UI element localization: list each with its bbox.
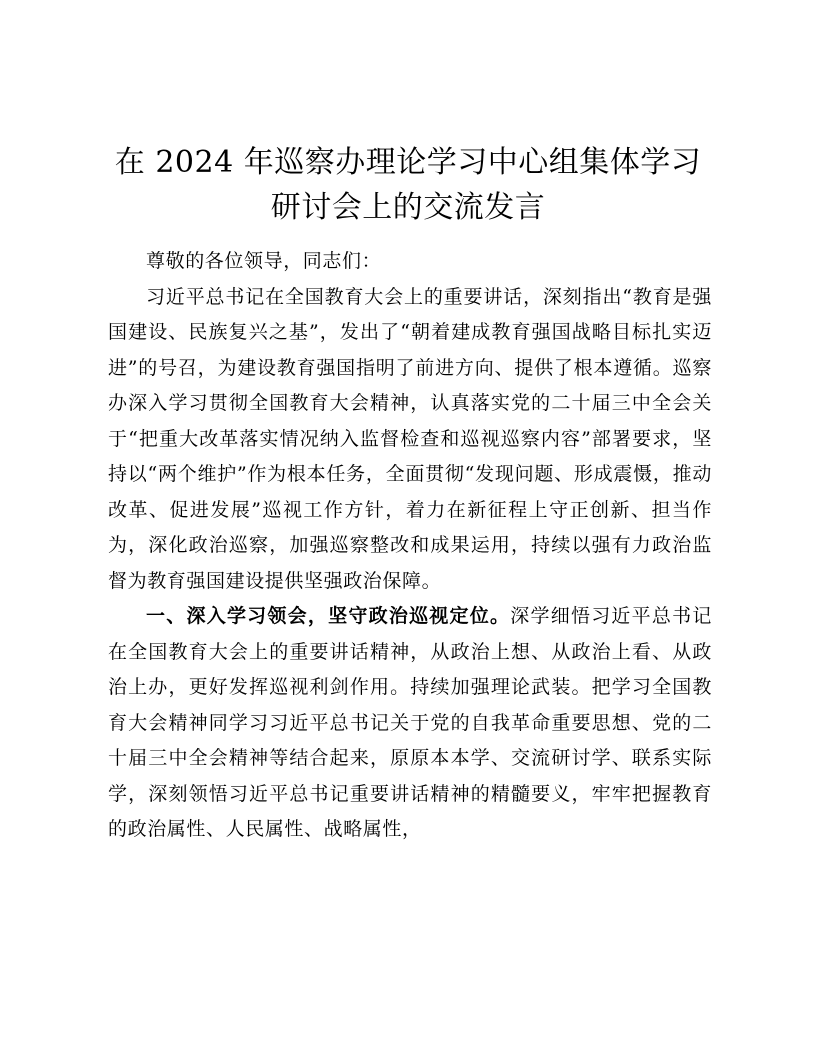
document-body [108,244,712,848]
section-1-paragraph [108,599,712,848]
document-title: 在 2024 年巡察办理论学习中心组集体学习研讨会上的交流发言 [114,145,702,225]
section-1-heading: 一、深入学习领会，坚守政治巡视定位。 [146,605,511,627]
intro-paragraph: 习近平总书记在全国教育大会上的重要讲话，深刻指出“教育是强国建设、民族复兴之基”，发出了“朝着建成教育强国战略目标扎实迈进”的号召，为建设教育强国指明了前进方向、提供了根本遵循。巡察办深入学习贯彻全国教育大会精神，认真落实党的二十届三中全会关于“把重大改革落实情况纳入监督检查和巡视巡察内容”部署要求，坚持以“两个维护”作为根本任务，全面贯彻“发现问题、形成震慑，推动改革、促进发展”巡视工作方针，着力在新征程上守正创新、担当作为，深化政治巡察，加强巡察整改和成果运用，持续以强有力政治监督为教育强国建设提供坚强政治保障。 [108,285,712,592]
salutation: 尊敬的各位领导，同志们： [146,250,382,272]
section-1-body: 深学细悟习近平总书记在全国教育大会上的重要讲话精神，从政治上想、从政治上看、从政治上办，更好发挥巡视利剑作用。持续加强理论武装。把学习全国教育大会精神同学习习近平总书记关于党的自我革命重要思想、党的二十届三中全会精神等结合起来，原原本本学、交流研讨学、联系实际学，深刻领悟习近平总书记重要讲话精神的精髓要义，牢牢把握教育的政治属性、人民属性、战略属性， [108,605,712,840]
